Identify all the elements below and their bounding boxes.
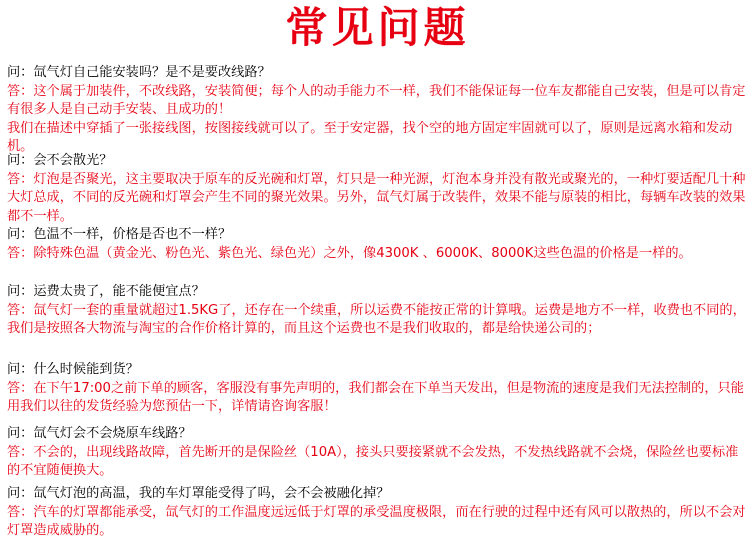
faq-answer: 答：在下午17:00之前下单的顾客，客服没有事先声明的，我们都会在下单当天发出，但是物流的速度是我们无法控制的，只能用我们以往的发货经验为您预估一下，详情请咨询客服！: [7, 380, 744, 415]
faq-answer-continued: 我们在描述中穿插了一张接线图，按图接线就可以了。至于安定器，找个空的地方固定牢固就可以了，原则是远离水箱和发动机。: [7, 120, 733, 155]
faq-item-color-temp: [7, 226, 749, 263]
faq-question: 问：色温不一样，价格是否也不一样？: [7, 227, 232, 242]
faq-answer: 答：汽车的灯罩都能承受，氙气灯的工作温度远远低于灯罩的承受温度极限，而在行驶的过程中还有风可以散热的，所以不会对灯罩造成威胁的。: [7, 504, 746, 539]
faq-item-install: [7, 64, 749, 157]
faq-item-wiring: [7, 425, 749, 481]
faq-answer: 答：灯泡是否聚光，这主要取决于原车的反光碗和灯罩，灯只是一种光源，灯泡本身并没有散光或聚光的，一种灯要适配几十种大灯总成，不同的反光碗和灯罩会产生不同的聚光效果。另外，氙气灯属于改装件，效果不能与原装的相比，每辆车改装的效果都不一样。: [7, 171, 746, 224]
faq-answer: 答：这个属于加装件，不改线路，安装简便；每个人的动手能力不一样，我们不能保证每一位车友都能自己安装，但是可以肯定有很多人是自己动手安装、且成功的！: [7, 83, 746, 118]
faq-answer: 答：除特殊色温（黄金光、粉色光、紫色光、绿色光）之外，像4300K 、6000K、8000K这些色温的价格是一样的。: [7, 245, 692, 261]
faq-question: 问：什么时候能到货？: [7, 362, 139, 377]
faq-question: 问：会不会散光？: [7, 153, 113, 168]
faq-question: 问：运费太贵了，能不能便宜点？: [7, 284, 205, 299]
faq-question: 问：氙气灯自己能安装吗？是不是要改线路？: [7, 65, 271, 80]
faq-item-shipping: [7, 283, 749, 339]
faq-answer: 答：氙气灯一套的重量就超过1.5KG了，还存在一个续重，所以运费不能按正常的计算哦。运费是地方不一样，收费也不同的，我们是按照各大物流与淘宝的合作价格计算的，而且这个运费也不是我们收取的，都是给快递公司的；: [7, 302, 746, 337]
faq-question: 问：氙气灯泡的高温，我的车灯罩能受得了吗，会不会被融化掉？: [7, 486, 390, 501]
faq-question: 问：氙气灯会不会烧原车线路？: [7, 426, 192, 441]
faq-item-delivery: [7, 361, 749, 417]
faq-answer: 答：不会的，出现线路故障，首先断开的是保险丝（10A），接头只要接紧就不会发热，不发热线路就不会烧，保险丝也要标准的不宜随便换大。: [7, 444, 739, 479]
page-title: 常见问题: [285, 3, 470, 52]
faq-item-heat: [7, 485, 749, 541]
faq-item-scatter: [7, 152, 749, 226]
